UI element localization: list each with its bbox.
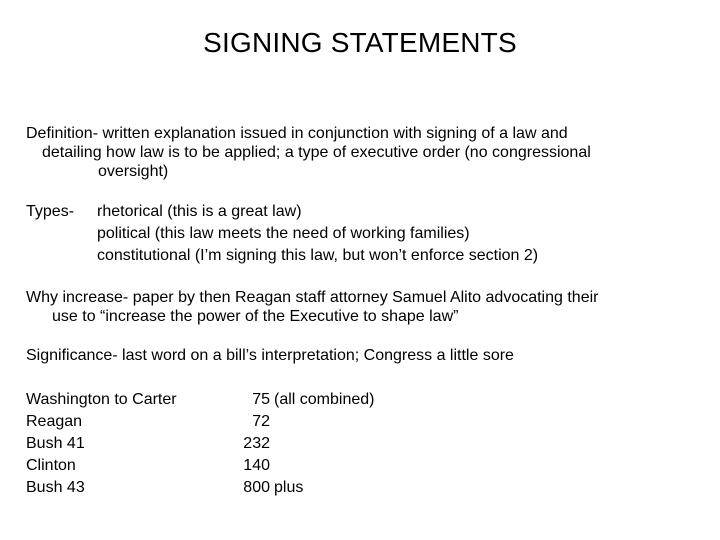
definition-line-1: Definition- written explanation issued in conjunction with signing of a law and [26, 125, 568, 142]
stats-row-note: plus [274, 479, 304, 496]
stats-row-count: 140 [243, 457, 270, 474]
stats-row-name: Washington to Carter [26, 391, 177, 408]
stats-row-name: Reagan [26, 413, 83, 430]
stats-row-count: 800 [243, 479, 270, 496]
stats-row-note: (all combined) [274, 391, 375, 408]
stats-row-name: Bush 43 [26, 479, 85, 496]
stats-row-count: 232 [243, 435, 270, 452]
types-list [97, 201, 538, 267]
significance-line: Significance- last word on a bill’s interpretation; Congress a little sore [26, 347, 514, 364]
significance-paragraph [26, 346, 514, 365]
definition-paragraph [26, 124, 591, 181]
stats-row-name: Bush 41 [26, 435, 85, 452]
stats-row-count: 72 [252, 413, 270, 430]
types-item-rhetorical: rhetorical (this is a great law) [97, 203, 302, 220]
why-increase-line-1: Why increase- paper by then Reagan staff attorney Samuel Alito advocating their [26, 289, 599, 306]
slide-title: SIGNING STATEMENTS [203, 27, 517, 58]
stats-row-count: 75 [252, 391, 270, 408]
definition-line-2: detailing how law is to be applied; a type of executive order (no congressional [42, 144, 591, 161]
definition-line-3: oversight) [98, 163, 169, 180]
why-increase-paragraph [26, 288, 598, 326]
stats-row-name: Clinton [26, 457, 76, 474]
types-item-political: political (this law meets the need of working families) [97, 225, 470, 242]
types-label: Types- [26, 203, 75, 220]
types-item-constitutional: constitutional (I’m signing this law, but won’t enforce section 2) [97, 247, 539, 264]
why-increase-line-2: use to “increase the power of the Executive to shape law” [52, 308, 459, 325]
